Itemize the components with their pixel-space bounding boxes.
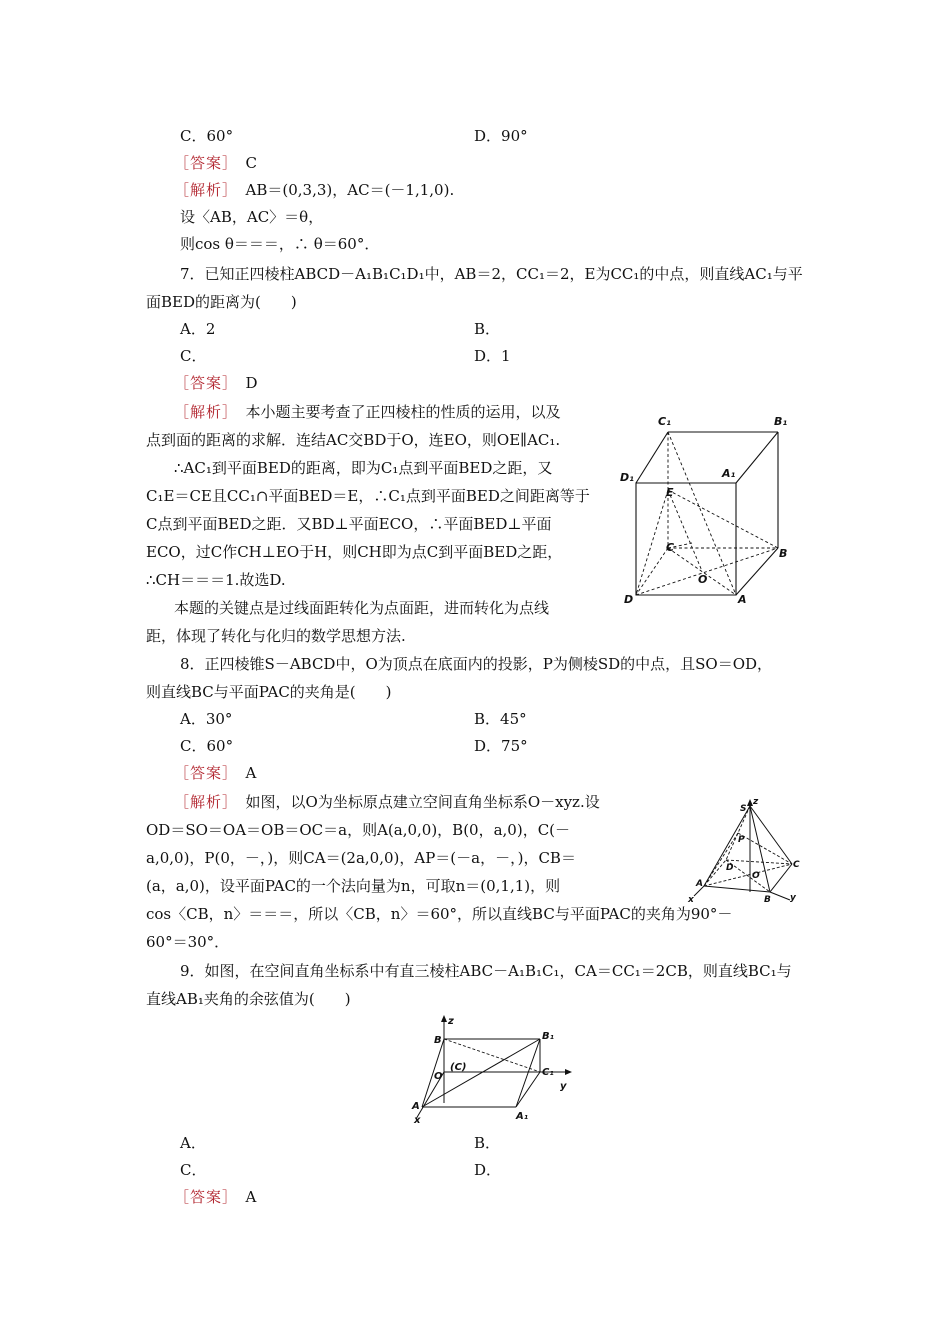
line-pc bbox=[738, 833, 792, 864]
answer-tag: ［答案］ bbox=[174, 374, 231, 392]
q7-explanation-8: 本题的关键点是过线面距转化为点面距，进而转化为点线 bbox=[174, 599, 550, 617]
y-arrow bbox=[565, 1069, 572, 1075]
q7-explanation-3: ∴AC₁到平面BED的距离，即为C₁点到平面BED之距，又 bbox=[174, 459, 553, 477]
q7-explanation-7: ∴CH＝＝＝1.故选D. bbox=[146, 571, 286, 589]
q7-explanation-6: ECO，过C作CH⊥EO于H，则CH即为点C到平面BED之距， bbox=[146, 543, 563, 561]
q6-explanation-3: 则cos θ＝＝＝，∴ θ＝60°． bbox=[180, 235, 380, 253]
q7-explanation-2: 点到面的距离的求解．连结AC交BD于O，连EO，则OE∥AC₁. bbox=[146, 431, 561, 449]
answer-tag: ［答案］ bbox=[174, 1188, 231, 1206]
label-y: y bbox=[560, 1081, 567, 1092]
answer-value: C bbox=[245, 154, 258, 172]
line-eb bbox=[668, 490, 778, 548]
q8-stem-2: 则直线BC与平面PAC的夹角是( ) bbox=[146, 683, 392, 701]
q6-explanation-1 bbox=[174, 180, 454, 200]
label-b1: B₁ bbox=[774, 415, 788, 428]
label-d: D bbox=[726, 863, 734, 873]
label-b: B bbox=[764, 895, 771, 905]
edge-b1a1 bbox=[516, 1039, 540, 1107]
q8-explanation-2: OD＝SO＝OA＝OB＝OC＝a，则A(a,0,0)，B(0，a,0)，C(－ bbox=[146, 821, 571, 839]
q8-option-a: A．30° bbox=[180, 710, 233, 728]
label-b1: B₁ bbox=[542, 1031, 555, 1042]
q7-exp-text-1: 本小题主要考查了正四棱柱的性质的运用，以及 bbox=[245, 403, 561, 421]
q6-option-c: C．60° bbox=[180, 127, 234, 145]
edge-a1c1 bbox=[516, 1072, 540, 1107]
z-arrow bbox=[441, 1015, 447, 1022]
label-z: z bbox=[448, 1016, 454, 1027]
label-c1: C₁ bbox=[658, 415, 671, 428]
y-axis bbox=[770, 892, 790, 900]
edge-cd bbox=[636, 548, 668, 595]
label-p: P bbox=[738, 835, 745, 845]
edge-ab bbox=[704, 886, 770, 892]
q7-explanation-1 bbox=[174, 402, 561, 422]
q8-exp-text-1: 如图，以O为坐标原点建立空间直角坐标系O－xyz.设 bbox=[245, 793, 600, 811]
label-c: (C) bbox=[450, 1062, 467, 1073]
answer-tag: ［答案］ bbox=[174, 764, 231, 782]
label-x: x bbox=[414, 1115, 421, 1125]
q7-option-d: D．1 bbox=[474, 347, 511, 365]
edge-dc bbox=[726, 860, 792, 864]
label-o: O bbox=[752, 871, 760, 881]
q6-explanation-2: 设〈AB，AC〉＝θ， bbox=[180, 208, 324, 226]
label-o: O bbox=[434, 1071, 443, 1082]
q7-option-a: A．2 bbox=[180, 320, 216, 338]
edge-sa bbox=[704, 806, 750, 886]
label-a: A bbox=[412, 1101, 420, 1112]
line-c1a bbox=[668, 432, 736, 595]
q8-explanation-1 bbox=[174, 792, 600, 812]
label-c: C bbox=[793, 860, 800, 870]
label-b: B bbox=[779, 547, 788, 560]
label-b: B bbox=[434, 1035, 442, 1046]
prism-figure bbox=[618, 405, 798, 605]
label-d1: D₁ bbox=[620, 471, 634, 484]
q8-explanation-6: 60°＝30°． bbox=[146, 933, 230, 951]
q8-option-c: C．60° bbox=[180, 737, 234, 755]
triangular-prism-figure bbox=[404, 1015, 574, 1125]
explanation-tag: ［解析］ bbox=[174, 793, 231, 811]
label-e: E bbox=[666, 486, 674, 499]
q7-option-b: B． bbox=[474, 320, 501, 338]
q8-explanation-4: (a，a,0)，设平面PAC的一个法向量为n，可取n＝(0,1,1)，则 bbox=[146, 877, 561, 895]
q7-explanation-9: 距，体现了转化与化归的数学思想方法. bbox=[146, 627, 406, 645]
label-a1: A₁ bbox=[722, 467, 736, 480]
edge-d1c1 bbox=[636, 432, 668, 483]
label-o: O bbox=[698, 573, 708, 586]
diag-ac bbox=[704, 864, 792, 886]
label-a: A bbox=[738, 593, 747, 605]
q7-stem-1: 7．已知正四棱柱ABCD－A₁B₁C₁D₁中，AB＝2，CC₁＝2，E为CC₁的中点，则直线AC₁与平 bbox=[180, 265, 803, 283]
answer-value: A bbox=[245, 764, 257, 782]
line-ed bbox=[636, 490, 668, 595]
q8-explanation-3: a,0,0)，P(0，－，)，则CA＝(2a,0,0)，AP＝(－a，－，)，CB＝ bbox=[146, 849, 576, 867]
q9-option-b: B． bbox=[474, 1134, 501, 1152]
q7-option-c: C． bbox=[180, 347, 207, 365]
prism-front-face bbox=[636, 483, 736, 595]
label-c: C bbox=[666, 541, 675, 554]
label-x: x bbox=[688, 895, 694, 905]
q7-stem-2: 面BED的距离为( ) bbox=[146, 293, 297, 311]
label-z: z bbox=[753, 797, 759, 807]
edge-bc bbox=[770, 864, 792, 892]
label-c1: C₁ bbox=[542, 1067, 554, 1078]
pyramid-figure bbox=[686, 796, 810, 906]
label-a: A bbox=[696, 879, 703, 889]
label-y: y bbox=[790, 893, 796, 903]
q8-option-d: D．75° bbox=[474, 737, 528, 755]
edge-a1b1 bbox=[736, 432, 778, 483]
q9-option-c: C． bbox=[180, 1161, 207, 1179]
q8-answer bbox=[174, 763, 256, 783]
q9-answer bbox=[174, 1187, 256, 1207]
q7-explanation-4: C₁E＝CE且CC₁∩平面BED＝E，∴C₁点到平面BED之间距离等于 bbox=[146, 487, 590, 505]
q6-exp-text-1: AB＝(0,3,3)，AC＝(－1,1,0). bbox=[245, 181, 455, 199]
edge-ad bbox=[704, 860, 726, 886]
label-s: S bbox=[740, 804, 747, 814]
answer-tag: ［答案］ bbox=[174, 154, 231, 172]
q9-stem-1: 9．如图，在空间直角坐标系中有直三棱柱ABC－A₁B₁C₁，CA＝CC₁＝2CB，则直线BC₁与 bbox=[180, 962, 792, 980]
q6-option-d: D．90° bbox=[474, 127, 528, 145]
answer-value: A bbox=[245, 1188, 257, 1206]
q9-stem-2: 直线AB₁夹角的余弦值为( ) bbox=[146, 990, 351, 1008]
explanation-tag: ［解析］ bbox=[174, 403, 231, 421]
answer-value: D bbox=[245, 374, 258, 392]
line-eo bbox=[668, 490, 702, 571]
label-a1: A₁ bbox=[516, 1111, 529, 1122]
q8-stem-1: 8．正四棱锥S－ABCD中，O为顶点在底面内的投影，P为侧棱SD的中点，且SO＝OD， bbox=[180, 655, 773, 673]
label-d: D bbox=[624, 593, 634, 605]
q9-option-a: A． bbox=[180, 1134, 206, 1152]
q7-answer bbox=[174, 373, 258, 393]
q8-option-b: B．45° bbox=[474, 710, 527, 728]
q9-option-d: D． bbox=[474, 1161, 502, 1179]
explanation-tag: ［解析］ bbox=[174, 181, 231, 199]
q6-answer bbox=[174, 153, 257, 173]
q8-explanation-5: cos〈CB，n〉＝＝＝，所以〈CB，n〉＝60°，所以直线BC与平面PAC的夹角为90°－ bbox=[146, 905, 733, 923]
q7-explanation-5: C点到平面BED之距．又BD⊥平面ECO，∴平面BED⊥平面 bbox=[146, 515, 552, 533]
